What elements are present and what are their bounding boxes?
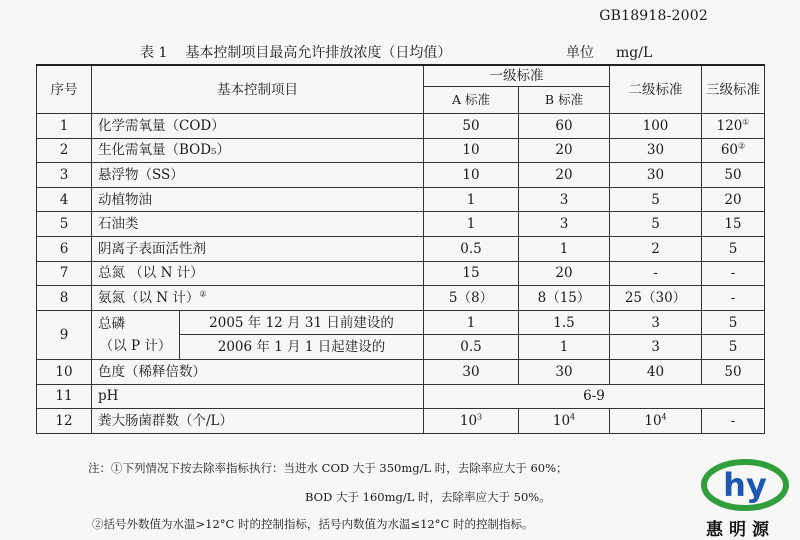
header-grade3: 三级标准 [702, 65, 765, 114]
row-g3: 50 [702, 359, 765, 384]
row-a-base: 10 [459, 412, 478, 429]
row-item-text: 氨氮（以 N 计） [98, 289, 200, 306]
row-g3: 5 [702, 310, 765, 335]
row-b: 60 [519, 114, 610, 139]
row-a: 15 [424, 261, 519, 286]
phosphorus-sub-label: 2005 年 12 月 31 日前建设的 [180, 310, 424, 335]
header-grade1: 一级标准 [424, 65, 610, 87]
row-g3: 50 [702, 163, 765, 188]
row-a [424, 409, 519, 434]
unit-value: mg/L [616, 45, 653, 61]
row-item [92, 286, 424, 311]
row-seq: 7 [37, 261, 92, 286]
row-a: 1 [424, 187, 519, 212]
row-g3: - [702, 286, 765, 311]
row-seq: 11 [37, 384, 92, 409]
phosphorus-item-line2: （以 P 计） [99, 337, 172, 354]
standards-table [36, 64, 765, 434]
ph-value: 6-9 [424, 384, 765, 409]
row-seq: 12 [37, 409, 92, 434]
row-seq: 6 [37, 236, 92, 261]
row-g2 [610, 409, 702, 434]
row-seq: 4 [37, 187, 92, 212]
row-seq: 10 [37, 359, 92, 384]
row-a: 1 [424, 310, 519, 335]
row-b: 8（15） [519, 286, 610, 311]
row-g3: 20 [702, 187, 765, 212]
row-a: 5（8） [424, 286, 519, 311]
row-item: 色度（稀释倍数） [92, 359, 424, 384]
phosphorus-item [92, 310, 180, 359]
header-grade1-a: A 标准 [424, 87, 519, 114]
row-g2: 5 [610, 187, 702, 212]
row-item: 粪大肠菌群数（个/L） [92, 409, 424, 434]
row-g2: 3 [610, 310, 702, 335]
row-g2-base: 10 [644, 412, 662, 429]
phosphorus-item-line1: 总磷 [98, 315, 125, 332]
row-seq: 1 [37, 114, 92, 139]
row-a-exponent: 3 [477, 412, 483, 422]
row-b: 30 [519, 359, 610, 384]
row-b: 1 [519, 335, 610, 360]
standard-code: GB18918-2002 [599, 8, 708, 24]
row-seq: 8 [37, 286, 92, 311]
row-seq: 5 [37, 212, 92, 237]
row-g3: 15 [702, 212, 765, 237]
row-g2: 25（30） [610, 286, 702, 311]
row-g3-value: 120 [716, 117, 743, 134]
table-row-ph [37, 384, 765, 409]
row-a: 10 [424, 163, 519, 188]
row-item: 悬浮物（SS） [92, 163, 424, 188]
row-g2: 30 [610, 138, 702, 163]
row-g2: - [610, 261, 702, 286]
table-row [37, 163, 765, 188]
table-caption [140, 42, 451, 62]
table-row [37, 212, 765, 237]
row-g3: - [702, 409, 765, 434]
row-b: 20 [519, 138, 610, 163]
row-g3 [702, 114, 765, 139]
row-g3 [702, 138, 765, 163]
header-row [37, 65, 765, 87]
unit-label: 单位 [566, 45, 594, 61]
logo-letters: hy [723, 466, 767, 504]
row-g2: 2 [610, 236, 702, 261]
table-row [37, 187, 765, 212]
table-row [37, 286, 765, 311]
row-b: 3 [519, 212, 610, 237]
caption-number: 表 1 [140, 45, 168, 61]
logo-text: 惠明源 [706, 520, 775, 540]
header-seq: 序号 [37, 65, 92, 114]
table-row [37, 114, 765, 139]
header-item: 基本控制项目 [92, 65, 424, 114]
row-seq: 9 [37, 310, 92, 359]
table-row-coliform [37, 409, 765, 434]
row-item: 阴离子表面活性剂 [92, 236, 424, 261]
table-row [37, 261, 765, 286]
row-g2: 100 [610, 114, 702, 139]
row-seq: 3 [37, 163, 92, 188]
row-a: 30 [424, 359, 519, 384]
table-row [37, 138, 765, 163]
row-a: 50 [424, 114, 519, 139]
row-item: 化学需氧量（COD） [92, 114, 424, 139]
caption-title: 基本控制项目最高允许排放浓度（日均值） [185, 45, 452, 61]
row-seq: 2 [37, 138, 92, 163]
logo-emblem-icon [700, 458, 790, 516]
footnote-mark: ① [742, 117, 750, 127]
row-g2: 40 [610, 359, 702, 384]
footnote-1: 注：①下列情况下按去除率指标执行：当进水 COD 大于 350mg/L 时，去除率应大于 60%； [88, 461, 568, 475]
unit-info [566, 42, 652, 62]
row-a: 0.5 [424, 236, 519, 261]
row-item: 动植物油 [92, 187, 424, 212]
footnote-mark: ② [738, 141, 746, 151]
row-b-base: 10 [552, 412, 571, 429]
row-b: 20 [519, 261, 610, 286]
row-b: 3 [519, 187, 610, 212]
row-g3: - [702, 261, 765, 286]
row-b: 1 [519, 236, 610, 261]
table-row [37, 236, 765, 261]
row-g2: 30 [610, 163, 702, 188]
row-g2: 5 [610, 212, 702, 237]
row-b [519, 409, 610, 434]
phosphorus-sub-label: 2006 年 1 月 1 日起建设的 [180, 335, 424, 360]
row-b: 1.5 [519, 310, 610, 335]
row-item: pH [92, 384, 424, 409]
footnote-mark: ② [199, 289, 207, 299]
row-item: 石油类 [92, 212, 424, 237]
row-g2-exponent: 4 [661, 412, 667, 422]
row-a: 1 [424, 212, 519, 237]
footnote-2: ②括号外数值为水温>12°C 时的控制指标，括号内数值为水温≤12°C 时的控制指标。 [92, 517, 534, 531]
row-g2: 3 [610, 335, 702, 360]
row-b: 20 [519, 163, 610, 188]
table-row [37, 359, 765, 384]
row-g3: 5 [702, 335, 765, 360]
row-g3: 5 [702, 236, 765, 261]
footnote-1-continued: BOD 大于 160mg/L 时，去除率应大于 50%。 [305, 490, 551, 504]
header-grade1-b: B 标准 [519, 87, 610, 114]
row-b-exponent: 4 [570, 412, 576, 422]
row-g3-value: 60 [720, 142, 738, 159]
row-a: 0.5 [424, 335, 519, 360]
table-row-phosphorus-1 [37, 310, 765, 335]
row-item: 总氮 （以 N 计） [92, 261, 424, 286]
row-a: 10 [424, 138, 519, 163]
header-grade2: 二级标准 [610, 65, 702, 114]
row-item: 生化需氧量（BOD₅） [92, 138, 424, 163]
